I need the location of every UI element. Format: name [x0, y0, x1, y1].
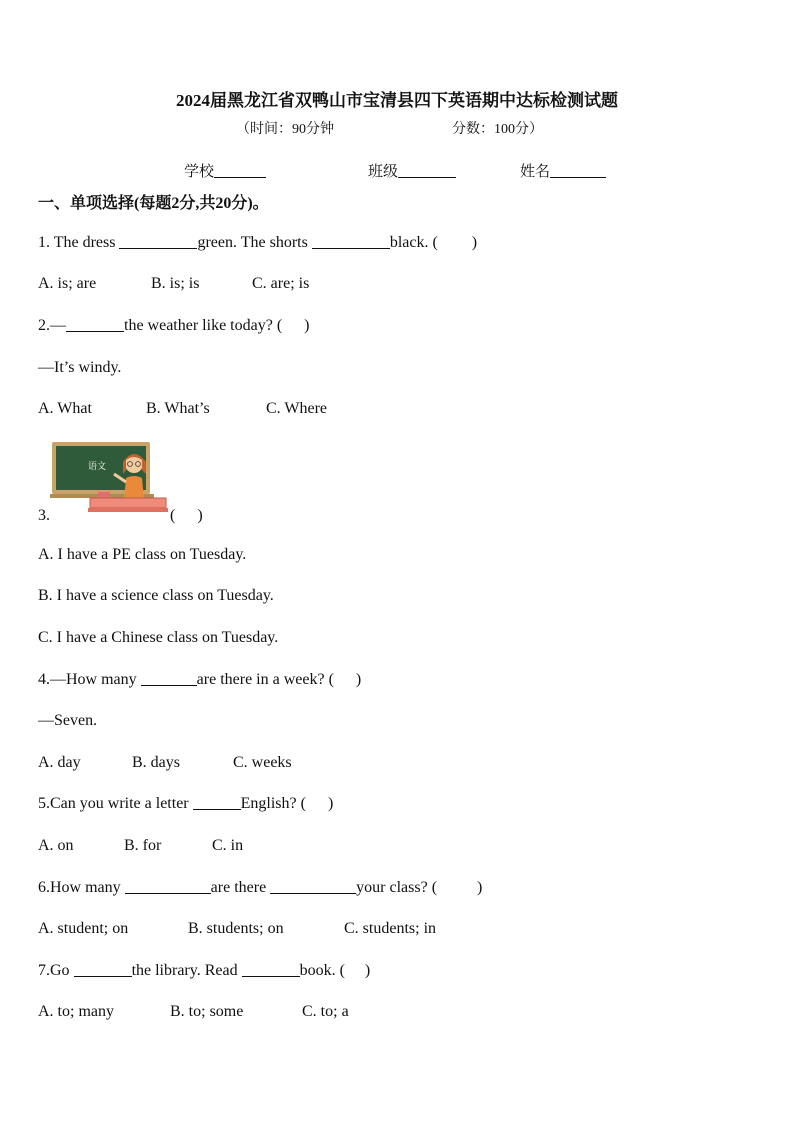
- paren-close: ): [471, 234, 478, 251]
- option-c[interactable]: C. students; in: [344, 920, 437, 937]
- question-text: are there: [210, 879, 267, 896]
- answer-blank[interactable]: [193, 795, 241, 810]
- option-c[interactable]: C. I have a Chinese class on Tuesday.: [38, 629, 279, 646]
- name-field: [520, 160, 606, 181]
- question-text: your class? (: [356, 879, 438, 896]
- school-blank[interactable]: [214, 163, 266, 178]
- class-field: [368, 160, 456, 181]
- question-text: 6.How many: [38, 879, 121, 896]
- answer-blank[interactable]: [270, 879, 356, 894]
- paren-close: ): [477, 879, 483, 896]
- option-c[interactable]: C. Where: [266, 400, 328, 417]
- page-title: 2024届黑龙江省双鸭山市宝清县四下英语期中达标检测试题: [176, 91, 618, 110]
- name-label: 姓名: [520, 164, 551, 180]
- question-2: [38, 317, 309, 335]
- option-a[interactable]: A. What: [38, 400, 92, 417]
- question-text: are there in a week? (: [196, 671, 334, 688]
- name-blank[interactable]: [550, 163, 606, 178]
- answer-line: —Seven.: [38, 712, 98, 729]
- question-text: 7.Go: [38, 962, 70, 979]
- answer-blank[interactable]: [119, 234, 197, 249]
- option-b[interactable]: B. days: [132, 754, 180, 771]
- question-number: 3.: [38, 507, 50, 524]
- option-c[interactable]: C. weeks: [233, 754, 292, 771]
- option-a[interactable]: A. day: [38, 754, 81, 771]
- question-4: [38, 671, 361, 689]
- class-blank[interactable]: [398, 163, 456, 178]
- school-label: 学校: [184, 164, 215, 180]
- question-text: book. (: [299, 962, 345, 979]
- question-6: [38, 879, 482, 897]
- paren-close: ): [304, 317, 310, 334]
- question-text: 4.—How many: [38, 671, 137, 688]
- option-b[interactable]: B. is; is: [151, 275, 200, 292]
- exam-score: 分数：100分）: [452, 122, 543, 137]
- question-3: [38, 507, 203, 525]
- paren-open: (: [170, 507, 176, 524]
- question-1: [38, 234, 477, 252]
- option-c[interactable]: C. in: [212, 837, 244, 854]
- exam-time: （时间：90分钟: [236, 122, 334, 137]
- answer-blank[interactable]: [74, 962, 132, 977]
- option-a[interactable]: A. to; many: [38, 1003, 114, 1020]
- answer-blank[interactable]: [141, 671, 197, 686]
- question-text: 2.—: [38, 317, 66, 334]
- question-text: English? (: [240, 795, 306, 812]
- option-c[interactable]: C. to; a: [302, 1003, 349, 1020]
- option-b[interactable]: B. students; on: [188, 920, 284, 937]
- teacher-body: [124, 476, 144, 500]
- option-b[interactable]: B. for: [124, 837, 162, 854]
- option-b[interactable]: B. What’s: [146, 400, 210, 417]
- answer-blank[interactable]: [66, 317, 124, 332]
- class-label: 班级: [368, 164, 399, 180]
- question-text: 1. The dress: [38, 234, 116, 251]
- question-text: the weather like today? (: [124, 317, 283, 334]
- option-b[interactable]: B. I have a science class on Tuesday.: [38, 587, 274, 604]
- option-c[interactable]: C. are; is: [252, 275, 310, 292]
- school-field: [184, 160, 266, 181]
- answer-blank[interactable]: [242, 962, 300, 977]
- paren-close: ): [197, 507, 203, 524]
- book-icon: [98, 492, 110, 498]
- question-5: [38, 795, 333, 813]
- question-text: green. The shorts: [197, 234, 308, 251]
- question-text: black. (: [389, 234, 438, 251]
- paren-close: ): [327, 795, 334, 812]
- question-text: 5.Can you write a letter: [38, 795, 189, 812]
- answer-blank[interactable]: [125, 879, 211, 894]
- answer-blank[interactable]: [312, 234, 390, 249]
- option-a[interactable]: A. is; are: [38, 275, 97, 292]
- question-7: [38, 962, 370, 980]
- option-b[interactable]: B. to; some: [170, 1003, 244, 1020]
- option-a[interactable]: A. on: [38, 837, 74, 854]
- paren-close: ): [364, 962, 371, 979]
- question-text: the library. Read: [131, 962, 238, 979]
- section-heading: 一、单项选择(每题2分,共20分)。: [38, 195, 269, 212]
- option-a[interactable]: A. student; on: [38, 920, 129, 937]
- board-text: 语文: [88, 462, 107, 472]
- option-a[interactable]: A. I have a PE class on Tuesday.: [38, 546, 247, 563]
- answer-line: —It’s windy.: [38, 359, 122, 376]
- paren-close: ): [355, 671, 362, 688]
